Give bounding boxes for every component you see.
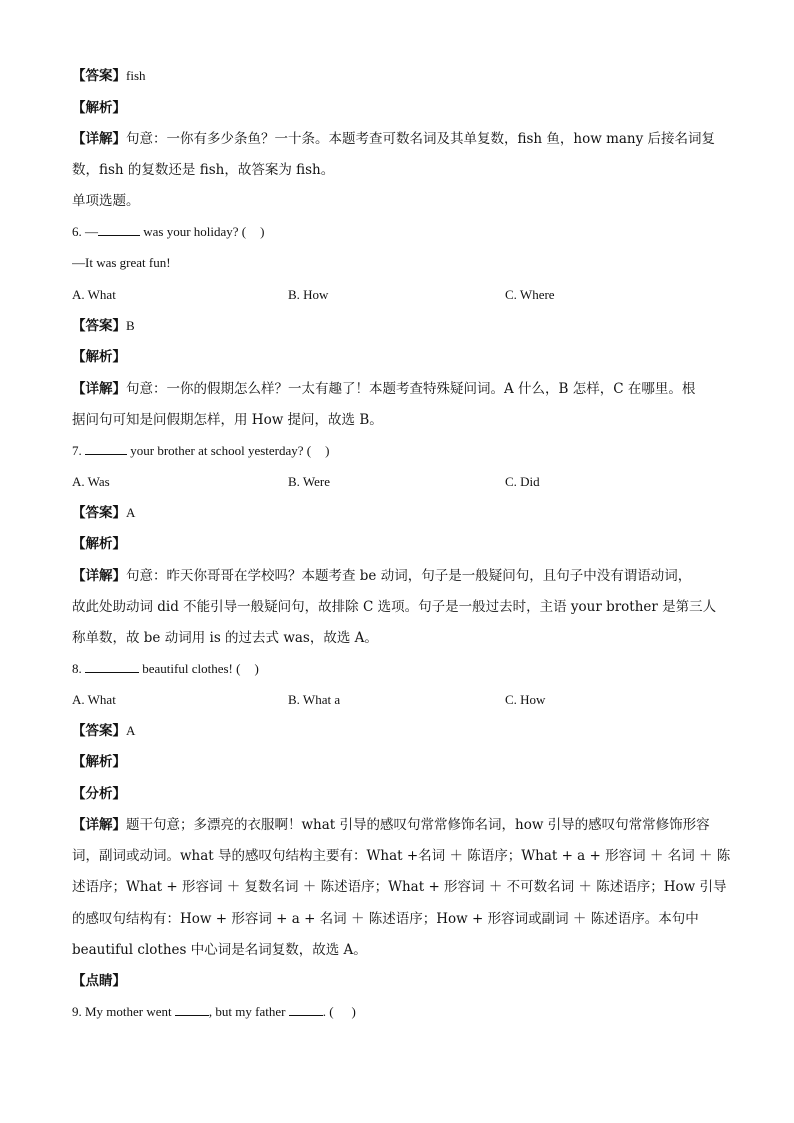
answer-blank (98, 223, 140, 236)
detail-text: 句意：昨天你哥哥在学校吗？本题考查 be 动词，句子是一般疑问句，且句子中没有谓语动词， (126, 568, 692, 584)
fenxi-tag: 【分析】 (72, 786, 126, 802)
detail-line (72, 816, 732, 834)
detail-line-cont (72, 161, 732, 179)
answer-tag: 【答案】 (72, 318, 126, 334)
answer-tag: 【答案】 (72, 505, 126, 521)
detail-tag: 【详解】 (72, 381, 126, 397)
detail-line (72, 130, 732, 148)
question-8-stem (72, 660, 732, 678)
reply-text: —It was great fun! (72, 255, 171, 270)
answer-blank (85, 660, 139, 673)
analysis-line (72, 348, 732, 366)
detail-line-cont (72, 847, 732, 865)
question-text: beautiful clothes! ( (139, 661, 241, 676)
answer-blank (175, 1003, 209, 1016)
detail-text: 数，fish 的复数还是 fish，故答案为 fish。 (72, 162, 335, 178)
detail-text: 故此处助动词 did 不能引导一般疑问句，故排除 C 选项。句子是一般过去时，主语 your brother 是第三人 (72, 599, 717, 615)
answer-line (72, 317, 732, 335)
answer-blank (289, 1003, 323, 1016)
analysis-line (72, 535, 732, 553)
paren-close: ) (325, 443, 330, 458)
question-6-stem (72, 223, 732, 241)
detail-line-cont (72, 910, 732, 928)
detail-text: beautiful clothes 中心词是名词复数，故选 A。 (72, 942, 367, 958)
question-number: 6. — (72, 224, 98, 239)
detail-text: 词，副词或动词。what 导的感叹句结构主要有：What +名词 ＋ 陈语序；What + a + 形容词 ＋ 名词 ＋ 陈 (72, 848, 731, 864)
question-text: . ( (322, 1004, 334, 1019)
detail-text: 句意：一你的假期怎么样？一太有趣了！本题考查特殊疑问词。A 什么，B 怎样，C 在哪里。根 (126, 381, 696, 397)
detail-tag: 【详解】 (72, 817, 126, 833)
answer-tag: 【答案】 (72, 68, 126, 84)
detail-line (72, 380, 732, 398)
paren-close: ) (260, 224, 265, 239)
analysis-tag: 【解析】 (72, 349, 126, 365)
question-7-stem (72, 442, 732, 460)
analysis-line (72, 99, 732, 117)
analysis-tag: 【解析】 (72, 754, 126, 770)
option-b: B. What a (288, 692, 341, 707)
paren-close: ) (351, 1004, 356, 1019)
answer-line (72, 722, 732, 740)
question-text: , but my father (208, 1004, 289, 1019)
question-9-stem (72, 1003, 732, 1021)
section-heading-text: 单项选题。 (72, 193, 140, 209)
analysis-tag: 【解析】 (72, 536, 126, 552)
option-a: A. What (72, 287, 116, 302)
answer-text: A (126, 505, 136, 520)
detail-text: 称单数，故 be 动词用 is 的过去式 was，故选 A。 (72, 630, 378, 646)
dianjing-line (72, 972, 732, 990)
fenxi-line (72, 785, 732, 803)
detail-text: 句意：一你有多少条鱼？一十条。本题考查可数名词及其单复数，fish 鱼，how many 后接名词复 (126, 131, 716, 147)
analysis-tag: 【解析】 (72, 100, 126, 116)
question-text: was your holiday? ( (140, 224, 247, 239)
answer-line (72, 504, 732, 522)
detail-text: 述语序；What + 形容词 ＋ 复数名词 ＋ 陈述语序；What + 形容词 ＋ 不可数名词 ＋ 陈述语序；How 引导 (72, 879, 727, 895)
option-c: C. Did (505, 474, 540, 489)
detail-line-cont (72, 878, 732, 896)
detail-text: 的感叹句结构有：How + 形容词 + a + 名词 ＋ 陈述语序；How + 形容词或副词 ＋ 陈述语序。本句中 (72, 911, 699, 927)
analysis-line (72, 753, 732, 771)
detail-line-cont (72, 941, 732, 959)
detail-line-cont (72, 629, 732, 647)
answer-tag: 【答案】 (72, 723, 126, 739)
question-text: 9. My mother went (72, 1004, 175, 1019)
option-b: B. How (288, 287, 329, 302)
section-heading (72, 192, 732, 210)
paren-close: ) (254, 661, 259, 676)
answer-text: A (126, 723, 136, 738)
option-b: B. Were (288, 474, 331, 489)
answer-text: fish (126, 68, 146, 83)
question-text: your brother at school yesterday? ( (127, 443, 312, 458)
option-a: A. Was (72, 474, 110, 489)
option-c: C. How (505, 692, 546, 707)
question-6-reply (72, 254, 732, 272)
answer-text: B (126, 318, 135, 333)
option-a: A. What (72, 692, 116, 707)
detail-text: 据问句可知是问假期怎样，用 How 提问，故选 B。 (72, 412, 383, 428)
detail-line-cont (72, 411, 732, 429)
question-number: 7. (72, 443, 85, 458)
dianjing-tag: 【点睛】 (72, 973, 126, 989)
option-c: C. Where (505, 287, 555, 302)
answer-line (72, 67, 732, 85)
question-number: 8. (72, 661, 85, 676)
detail-text: 题干句意；多漂亮的衣服啊！what 引导的感叹句常常修饰名词，how 引导的感叹句常常修饰形容 (126, 817, 710, 833)
detail-line-cont (72, 598, 732, 616)
detail-line (72, 567, 732, 585)
detail-tag: 【详解】 (72, 131, 126, 147)
answer-blank (85, 442, 127, 455)
detail-tag: 【详解】 (72, 568, 126, 584)
